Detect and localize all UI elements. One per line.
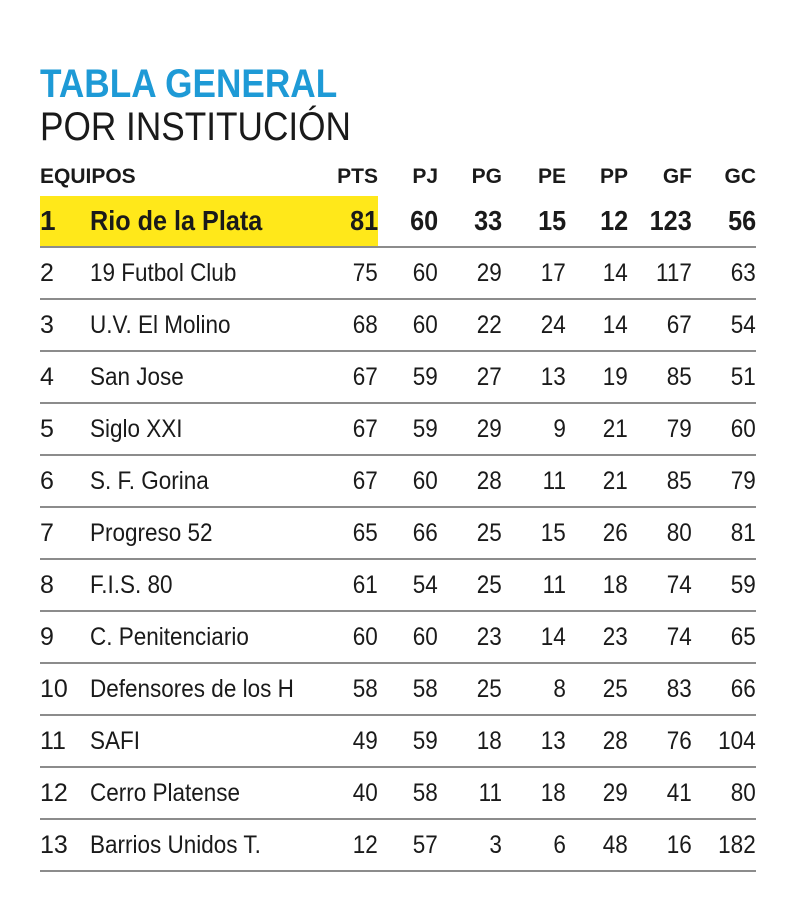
row-team-name: Rio de la Plata <box>90 205 263 236</box>
row-team-name: F.I.S. 80 <box>90 570 173 599</box>
row-gc <box>692 611 756 663</box>
row-pg-value: 25 <box>476 518 503 547</box>
row-pg <box>438 767 502 819</box>
row-pts-value: 65 <box>352 518 379 547</box>
row-pp <box>566 247 628 299</box>
table-row <box>40 767 756 819</box>
row-pp <box>566 559 628 611</box>
row-pg-value: 25 <box>476 570 503 599</box>
row-gf-value: 74 <box>666 622 693 651</box>
page-subtitle: POR INSTITUCIÓN <box>40 105 351 149</box>
row-pts-value: 68 <box>352 310 379 339</box>
row-gf <box>628 351 692 403</box>
row-pj-value: 59 <box>412 414 439 443</box>
row-pts <box>330 507 378 559</box>
row-team-cell <box>90 351 330 403</box>
row-gf <box>628 247 692 299</box>
table-header-row <box>40 158 756 196</box>
row-pg-value: 33 <box>473 205 503 236</box>
row-pg <box>438 299 502 351</box>
table-row <box>40 715 756 767</box>
row-pe-value: 11 <box>542 466 567 495</box>
row-gf-value: 41 <box>666 778 693 807</box>
row-team-cell <box>90 403 330 455</box>
row-pe <box>502 403 566 455</box>
row-position: 4 <box>40 351 90 403</box>
row-pe-value: 9 <box>553 414 567 443</box>
row-gc <box>692 351 756 403</box>
row-pe <box>502 299 566 351</box>
row-pts <box>330 715 378 767</box>
row-gc <box>692 819 756 871</box>
row-position: 3 <box>40 299 90 351</box>
row-pts-value: 49 <box>352 726 379 755</box>
row-pg <box>438 819 502 871</box>
row-pp-value: 25 <box>602 674 629 703</box>
row-gf-value: 76 <box>666 726 693 755</box>
row-pg <box>438 455 502 507</box>
row-pj <box>378 663 438 715</box>
row-pj <box>378 559 438 611</box>
row-pj-value: 60 <box>412 622 439 651</box>
row-pp-value: 21 <box>602 414 629 443</box>
row-pe-value: 11 <box>542 570 567 599</box>
row-position: 9 <box>40 611 90 663</box>
standings-body <box>40 196 756 871</box>
row-position: 1 <box>40 196 90 247</box>
row-gf <box>628 507 692 559</box>
row-gc-value: 66 <box>730 674 757 703</box>
row-team-name: Barrios Unidos T. <box>90 830 261 859</box>
row-gc <box>692 403 756 455</box>
row-pts-value: 67 <box>352 466 379 495</box>
row-team-name: Progreso 52 <box>90 518 213 547</box>
row-gf-value: 74 <box>666 570 693 599</box>
row-gc-value: 80 <box>730 778 757 807</box>
row-gf-value: 117 <box>656 258 693 287</box>
row-gc <box>692 455 756 507</box>
row-pp <box>566 351 628 403</box>
row-position: 13 <box>40 819 90 871</box>
row-team-cell <box>90 507 330 559</box>
row-team-name: San Jose <box>90 362 184 391</box>
row-pg <box>438 403 502 455</box>
row-pg-value: 29 <box>476 258 503 287</box>
row-gc-value: 59 <box>730 570 757 599</box>
row-pts <box>330 819 378 871</box>
row-team-name: 19 Futbol Club <box>90 258 237 287</box>
row-pp-value: 28 <box>602 726 629 755</box>
row-position: 2 <box>40 247 90 299</box>
row-gc-value: 63 <box>730 258 757 287</box>
row-pg <box>438 715 502 767</box>
row-pp-value: 14 <box>602 310 629 339</box>
table-row <box>40 819 756 871</box>
row-position: 12 <box>40 767 90 819</box>
row-pe <box>502 819 566 871</box>
row-gc <box>692 767 756 819</box>
row-pp-value: 21 <box>602 466 629 495</box>
row-pg <box>438 559 502 611</box>
table-row <box>40 455 756 507</box>
row-pts-value: 58 <box>352 674 379 703</box>
row-pts-value: 67 <box>352 362 379 391</box>
table-row <box>40 351 756 403</box>
header-gf: GF <box>662 165 693 188</box>
row-pg-value: 3 <box>489 830 503 859</box>
row-pj <box>378 715 438 767</box>
row-pe-value: 6 <box>553 830 567 859</box>
row-gc-value: 65 <box>730 622 757 651</box>
row-gf-value: 83 <box>666 674 693 703</box>
row-pp <box>566 611 628 663</box>
row-pg-value: 18 <box>476 726 503 755</box>
row-pj-value: 57 <box>412 830 439 859</box>
row-pp-value: 14 <box>602 258 629 287</box>
row-pg-value: 28 <box>476 466 503 495</box>
row-position: 10 <box>40 663 90 715</box>
header-pts: PTS <box>337 165 379 188</box>
table-row <box>40 559 756 611</box>
row-pp <box>566 299 628 351</box>
row-gc-value: 79 <box>730 466 757 495</box>
row-team-cell <box>90 196 330 247</box>
row-pts-value: 75 <box>352 258 379 287</box>
row-pj <box>378 247 438 299</box>
row-pe <box>502 767 566 819</box>
row-position: 7 <box>40 507 90 559</box>
row-pts-value: 60 <box>352 622 379 651</box>
row-pj <box>378 299 438 351</box>
header-pg: PG <box>471 165 503 188</box>
row-pe <box>502 559 566 611</box>
header-pj: PJ <box>412 165 439 188</box>
header-gc: GC <box>724 165 757 188</box>
row-pg-value: 27 <box>476 362 503 391</box>
row-gf <box>628 611 692 663</box>
row-pe <box>502 507 566 559</box>
row-gf <box>628 196 692 247</box>
row-team-cell <box>90 767 330 819</box>
row-pts-value: 40 <box>352 778 379 807</box>
row-gf <box>628 663 692 715</box>
row-pj <box>378 403 438 455</box>
row-pg <box>438 507 502 559</box>
row-pj-value: 58 <box>412 674 439 703</box>
row-pj-value: 60 <box>412 258 439 287</box>
row-pe-value: 13 <box>540 726 567 755</box>
row-gc <box>692 663 756 715</box>
row-pp <box>566 507 628 559</box>
row-pg-value: 29 <box>476 414 503 443</box>
row-pp-value: 18 <box>602 570 629 599</box>
row-gf <box>628 715 692 767</box>
row-pts <box>330 559 378 611</box>
row-team-cell <box>90 455 330 507</box>
row-pts <box>330 196 378 247</box>
row-pts <box>330 299 378 351</box>
row-gc <box>692 507 756 559</box>
row-pe <box>502 196 566 247</box>
row-pts-value: 12 <box>352 830 379 859</box>
row-pts <box>330 663 378 715</box>
row-pe-value: 24 <box>540 310 567 339</box>
row-pp <box>566 767 628 819</box>
header-pp: PP <box>600 165 629 188</box>
row-gf-value: 80 <box>666 518 693 547</box>
header-equipos: EQUIPOS <box>40 165 136 188</box>
row-gf <box>628 299 692 351</box>
row-pe-value: 17 <box>540 258 567 287</box>
row-gf <box>628 819 692 871</box>
table-row <box>40 247 756 299</box>
row-pp <box>566 196 628 247</box>
row-pe-value: 15 <box>537 205 567 236</box>
row-team-cell <box>90 819 330 871</box>
row-pe-value: 15 <box>540 518 567 547</box>
row-pts <box>330 767 378 819</box>
row-team-name: S. F. Gorina <box>90 466 209 495</box>
row-pe-value: 14 <box>540 622 567 651</box>
row-gc <box>692 299 756 351</box>
table-row <box>40 611 756 663</box>
row-gf-value: 79 <box>666 414 693 443</box>
row-gc-value: 81 <box>730 518 757 547</box>
row-pp <box>566 715 628 767</box>
row-pts <box>330 403 378 455</box>
row-pg-value: 25 <box>476 674 503 703</box>
row-team-cell <box>90 611 330 663</box>
row-team-name: C. Penitenciario <box>90 622 249 651</box>
row-pp-value: 19 <box>602 362 629 391</box>
row-gf-value: 85 <box>666 362 693 391</box>
header-pe: PE <box>538 165 567 188</box>
row-pj-value: 58 <box>412 778 439 807</box>
row-gc <box>692 196 756 247</box>
row-team-name: U.V. El Molino <box>90 310 231 339</box>
row-pts <box>330 247 378 299</box>
row-pj-value: 59 <box>412 726 439 755</box>
row-pg-value: 22 <box>476 310 503 339</box>
row-gf <box>628 403 692 455</box>
row-gf <box>628 767 692 819</box>
row-pg-value: 11 <box>478 778 503 807</box>
table-row <box>40 507 756 559</box>
row-team-name: SAFI <box>90 726 141 755</box>
standings-panel <box>40 62 756 872</box>
row-pg <box>438 247 502 299</box>
table-row <box>40 196 756 247</box>
row-pe <box>502 611 566 663</box>
row-pe <box>502 247 566 299</box>
row-pj-value: 60 <box>409 205 439 236</box>
row-position: 8 <box>40 559 90 611</box>
row-gf-value: 67 <box>666 310 693 339</box>
row-pp <box>566 403 628 455</box>
row-pj-value: 66 <box>412 518 439 547</box>
standings-table <box>40 158 756 872</box>
row-pp <box>566 455 628 507</box>
row-pp-value: 29 <box>602 778 629 807</box>
row-team-name: Defensores de los H <box>90 674 294 703</box>
row-pg <box>438 351 502 403</box>
row-team-name: Siglo XXI <box>90 414 183 443</box>
row-team-cell <box>90 663 330 715</box>
row-gc-value: 56 <box>727 205 757 236</box>
row-pj <box>378 455 438 507</box>
row-position: 11 <box>40 715 90 767</box>
page-title: TABLA GENERAL <box>40 62 338 106</box>
row-pe <box>502 663 566 715</box>
row-pp-value: 48 <box>602 830 629 859</box>
row-gc-value: 104 <box>718 726 757 755</box>
row-pp <box>566 819 628 871</box>
row-pe <box>502 715 566 767</box>
row-team-cell <box>90 247 330 299</box>
row-gf-value: 123 <box>649 205 693 236</box>
row-pe <box>502 455 566 507</box>
row-pj <box>378 196 438 247</box>
row-gf-value: 85 <box>666 466 693 495</box>
row-pe <box>502 351 566 403</box>
table-row <box>40 299 756 351</box>
row-pp-value: 23 <box>602 622 629 651</box>
row-pts-value: 81 <box>349 205 379 236</box>
row-gf <box>628 559 692 611</box>
row-position: 5 <box>40 403 90 455</box>
row-gc-value: 182 <box>718 830 757 859</box>
row-pj <box>378 767 438 819</box>
row-team-cell <box>90 715 330 767</box>
row-pts <box>330 611 378 663</box>
table-row <box>40 403 756 455</box>
row-pj-value: 54 <box>412 570 439 599</box>
row-pts <box>330 455 378 507</box>
row-pe-value: 18 <box>540 778 567 807</box>
row-pj-value: 60 <box>412 310 439 339</box>
row-pts-value: 67 <box>352 414 379 443</box>
row-pg-value: 23 <box>476 622 503 651</box>
row-gc-value: 51 <box>730 362 757 391</box>
row-team-cell <box>90 559 330 611</box>
row-pg <box>438 611 502 663</box>
row-pg <box>438 196 502 247</box>
row-pj-value: 59 <box>412 362 439 391</box>
row-pts <box>330 351 378 403</box>
row-gc <box>692 247 756 299</box>
row-gc <box>692 559 756 611</box>
row-gc <box>692 715 756 767</box>
row-pj-value: 60 <box>412 466 439 495</box>
row-pe-value: 8 <box>553 674 567 703</box>
row-pp <box>566 663 628 715</box>
row-pts-value: 61 <box>352 570 379 599</box>
row-pp-value: 12 <box>599 205 629 236</box>
row-gf-value: 16 <box>666 830 693 859</box>
row-pg <box>438 663 502 715</box>
row-team-cell <box>90 299 330 351</box>
row-team-name: Cerro Platense <box>90 778 241 807</box>
row-gc-value: 54 <box>730 310 757 339</box>
row-gc-value: 60 <box>730 414 757 443</box>
row-gf <box>628 455 692 507</box>
row-pj <box>378 507 438 559</box>
row-pp-value: 26 <box>602 518 629 547</box>
row-pj <box>378 819 438 871</box>
row-pj <box>378 611 438 663</box>
table-row <box>40 663 756 715</box>
row-pe-value: 13 <box>540 362 567 391</box>
row-position: 6 <box>40 455 90 507</box>
row-pj <box>378 351 438 403</box>
